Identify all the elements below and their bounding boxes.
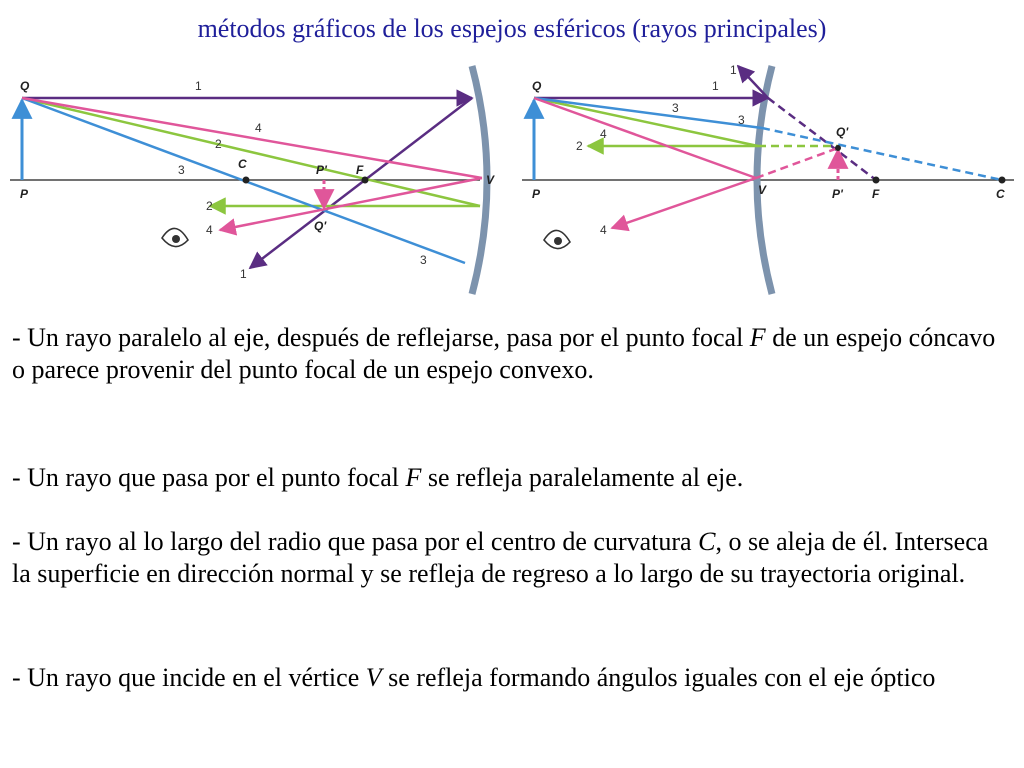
ray-number-2: 2 — [215, 137, 222, 151]
label-Q: Q — [532, 79, 542, 93]
rule-vertex-ray: - Un rayo que incide en el vértice V se refleja formando ángulos iguales con el eje óptico — [12, 663, 936, 692]
label-F: F — [356, 163, 364, 177]
label-F: F — [872, 187, 880, 201]
label-C: C — [238, 157, 247, 171]
label-V: V — [758, 183, 767, 197]
center-point — [999, 177, 1006, 184]
ray-4-virtual — [756, 148, 838, 178]
ray-3-virtual — [762, 128, 1002, 180]
ray-4-reflected — [612, 178, 756, 228]
eye-icon — [162, 228, 188, 246]
ray-diagrams — [10, 58, 1014, 303]
label-Q: Q — [20, 79, 30, 93]
ray-number-1-end: 1 — [240, 267, 247, 281]
ray-number-3: 3 — [178, 163, 185, 177]
concave-mirror-diagram — [10, 66, 495, 294]
label-P-image: P' — [316, 163, 327, 177]
label-Q-image: Q' — [836, 125, 849, 139]
ray-number-4-end: 4 — [600, 223, 607, 237]
page-title: métodos gráficos de los espejos esféricos (rayos principales) — [197, 14, 827, 43]
ray-number-3-end: 3 — [420, 253, 427, 267]
image-ray-number-2: 2 — [206, 199, 213, 213]
convex-mirror-diagram — [522, 63, 1014, 294]
image-point — [835, 145, 841, 151]
rule-radial-ray: - Un rayo al lo largo del radio que pasa por el centro de curvatura C, o se aleja de él. Interseca la superficie en dirección normal y se refleja de regreso a lo largo de su trayectoria original. — [12, 527, 989, 588]
ray-2-incident — [22, 98, 480, 206]
focal-point — [873, 177, 880, 184]
rule-focal-ray: - Un rayo que pasa por el punto focal F se refleja paralelamente al eje. — [12, 463, 744, 492]
rule-parallel-ray: - Un rayo paralelo al eje, después de reflejarse, pasa por el punto focal F de un espejo cóncavo o parece provenir del punto focal de un espejo convexo. — [12, 323, 996, 384]
ray-number-1-end: 1 — [730, 63, 737, 77]
label-Q-image: Q' — [314, 219, 327, 233]
eye-icon — [544, 230, 570, 248]
label-V: V — [486, 173, 495, 187]
ray-number-3-b: 3 — [738, 113, 745, 127]
ray-1-reflected — [738, 66, 768, 98]
center-point — [243, 177, 250, 184]
image-ray-number-4: 4 — [206, 223, 213, 237]
ray-number-2: 2 — [576, 139, 583, 153]
focal-point — [362, 177, 369, 184]
ray-number-3: 3 — [672, 101, 679, 115]
label-P: P — [532, 187, 541, 201]
label-C: C — [996, 187, 1005, 201]
ray-number-1: 1 — [712, 79, 719, 93]
ray-1-reflected — [250, 98, 472, 268]
ray-number-1: 1 — [195, 79, 202, 93]
label-P: P — [20, 187, 29, 201]
ray-4-incident — [22, 98, 482, 178]
label-P-image: P' — [832, 187, 843, 201]
ray-number-4: 4 — [255, 121, 262, 135]
ray-number-4: 4 — [600, 127, 607, 141]
